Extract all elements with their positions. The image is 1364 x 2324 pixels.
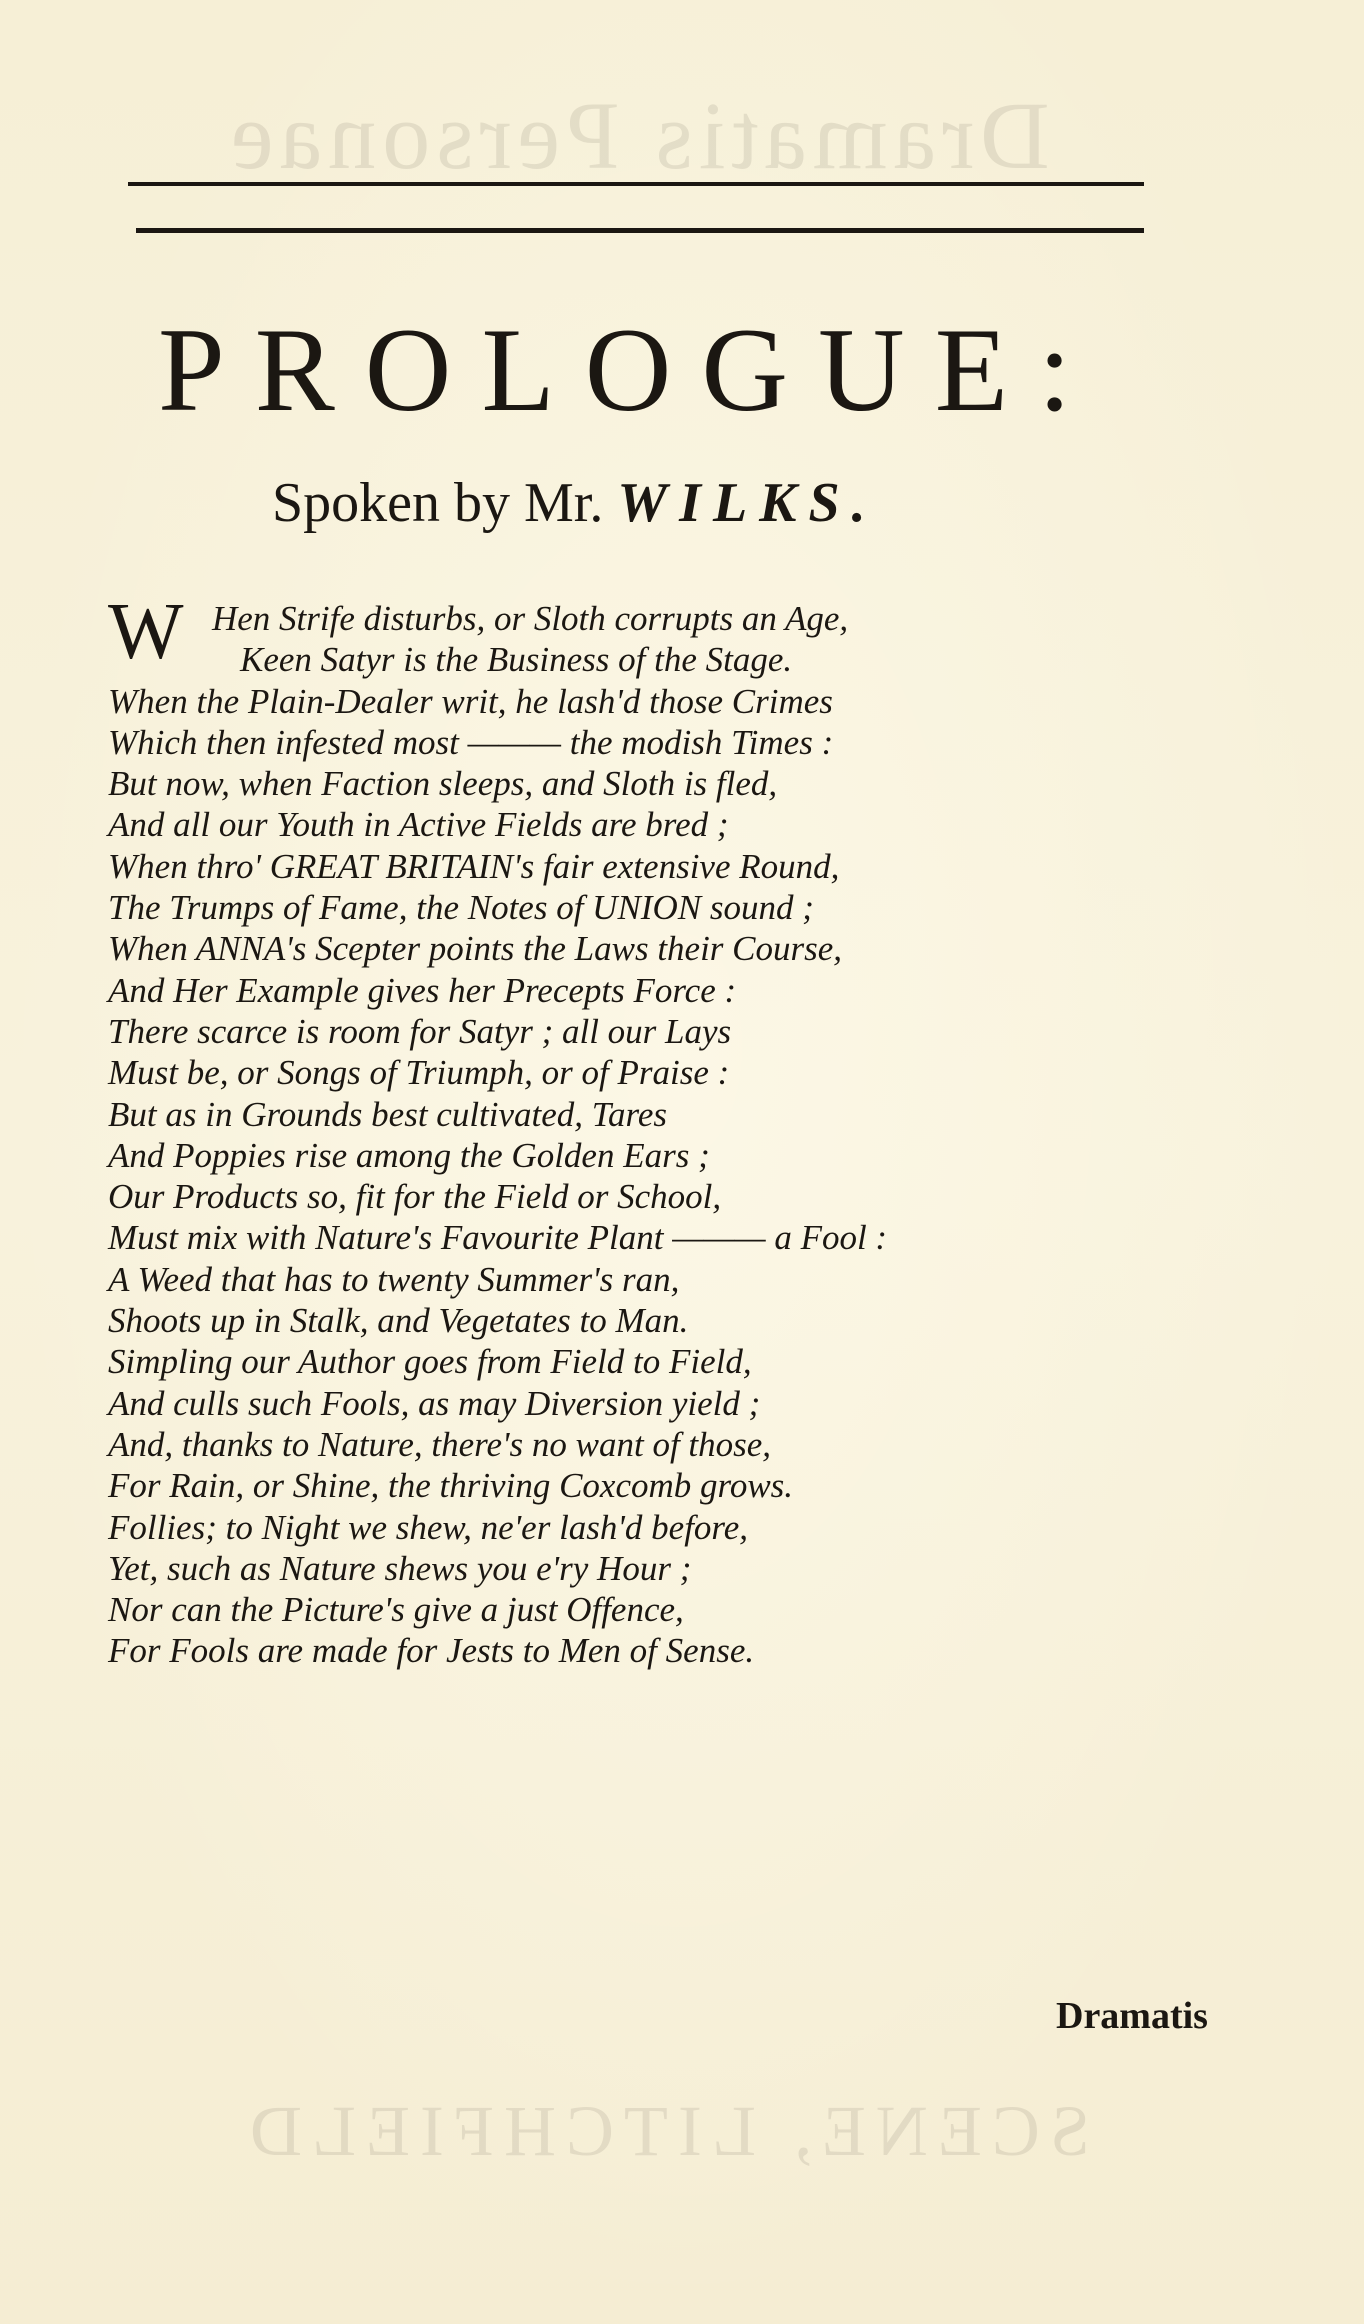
verse-line: Follies; to Night we shew, ne'er lash'd before, bbox=[108, 1507, 749, 1547]
speaker-name: WILKS. bbox=[617, 472, 878, 534]
verse-line: For Rain, or Shine, the thriving Coxcomb grows. bbox=[108, 1466, 794, 1506]
second-rule bbox=[136, 228, 1144, 233]
verse-line: The Trumps of Fame, the Notes of UNION sound ; bbox=[108, 888, 814, 928]
verse-line: Must be, or Songs of Triumph, or of Praise : bbox=[108, 1053, 730, 1093]
verse-line: And Poppies rise among the Golden Ears ; bbox=[108, 1135, 710, 1175]
show-through-text-top: Dramatis Personae bbox=[225, 82, 1050, 189]
drop-cap: W bbox=[108, 588, 184, 676]
verse-line: There scarce is room for Satyr ; all our Lays bbox=[108, 1011, 732, 1051]
verse-line: When the Plain-Dealer writ, he lash'd those Crimes bbox=[108, 681, 833, 721]
verse-line: And Her Example gives her Precepts Force : bbox=[108, 970, 737, 1010]
verse-line: And culls such Fools, as may Diversion yield ; bbox=[108, 1383, 761, 1423]
verse-line: When ANNA's Scepter points the Laws their Course, bbox=[108, 929, 843, 969]
verse-line: Shoots up in Stalk, and Vegetates to Man. bbox=[108, 1301, 689, 1341]
verse-line: A Weed that has to twenty Summer's ran, bbox=[108, 1259, 680, 1299]
verse-line: And all our Youth in Active Fields are bred ; bbox=[108, 805, 729, 845]
subtitle bbox=[272, 468, 878, 538]
verse-line: But as in Grounds best cultivated, Tares bbox=[108, 1094, 668, 1134]
prologue-verse bbox=[108, 588, 1288, 1672]
page-title: PROLOGUE: bbox=[158, 303, 1102, 436]
verse-line: But now, when Faction sleeps, and Sloth is fled, bbox=[108, 764, 778, 804]
verse-line: Keen Satyr is the Business of the Stage. bbox=[240, 640, 793, 680]
verse-line: And, thanks to Nature, there's no want of those, bbox=[108, 1424, 772, 1464]
verse-line: When thro' GREAT BRITAIN's fair extensive Round, bbox=[108, 846, 840, 886]
verse-line: Yet, such as Nature shews you e'ry Hour ; bbox=[108, 1548, 692, 1588]
verse-line: Which then infested most ——— the modish Times : bbox=[108, 722, 834, 762]
verse-line: Hen Strife disturbs, or Sloth corrupts an Age, bbox=[212, 599, 849, 638]
verse-line: Nor can the Picture's give a just Offence, bbox=[108, 1590, 684, 1630]
top-rule bbox=[128, 182, 1144, 186]
subtitle-prefix: Spoken by Mr. bbox=[272, 472, 604, 534]
show-through-text-bottom: SCENE, LITCHFIELD bbox=[240, 2091, 1090, 2171]
verse-line: Must mix with Nature's Favourite Plant ——— a Fool : bbox=[108, 1218, 888, 1258]
verse-line: Simpling our Author goes from Field to Field, bbox=[108, 1342, 752, 1382]
catchword: Dramatis bbox=[1056, 1995, 1208, 2037]
verse-line: For Fools are made for Jests to Men of Sense. bbox=[108, 1631, 755, 1671]
verse-line: Our Products so, fit for the Field or School, bbox=[108, 1177, 722, 1217]
